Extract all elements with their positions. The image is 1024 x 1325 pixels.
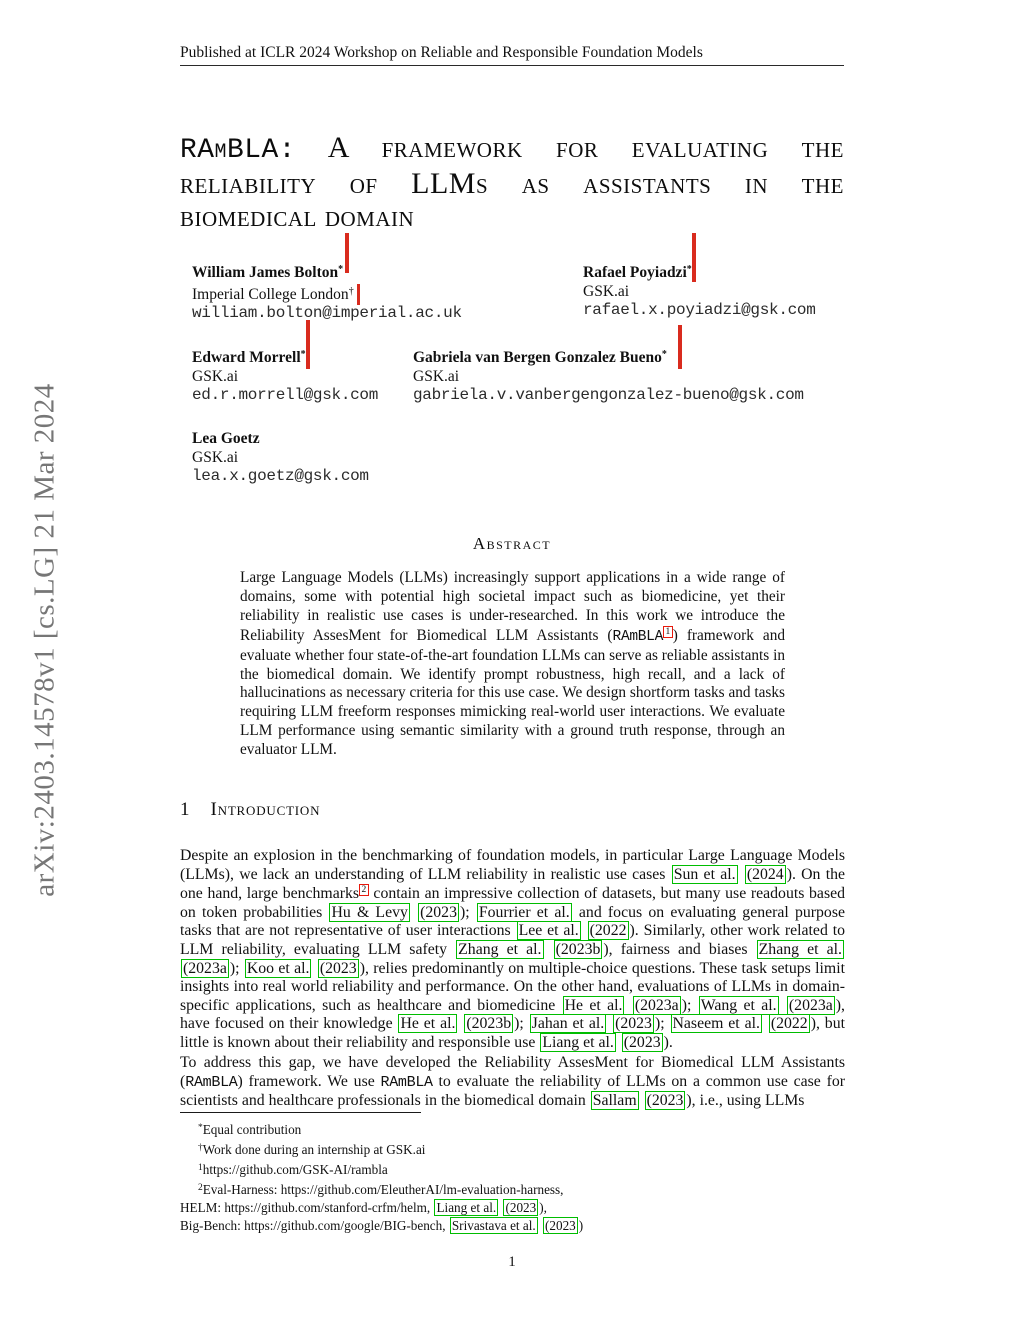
- text-run: ) framework. We use: [237, 1072, 381, 1090]
- footnote-text: [203, 1182, 564, 1197]
- citation-link[interactable]: (2023: [646, 1092, 684, 1110]
- text-run: Despite an explosion in the benchmarking of foundation models, in particular Large Language Models (LLMs), we lack an understanding of LLM reliability in realistic use cases: [180, 847, 845, 883]
- citation-link[interactable]: (2024: [746, 865, 784, 883]
- text-run: Large Language Models (LLMs) increasingly support applications in a wide range of domains, some with potential high societal impact such as biomedicine, yet their reliability in realistic use cases is under-researched. In this work we introduce the Reliability AssesMent for Biomedical LLM Assistants (: [240, 569, 785, 644]
- citation-link[interactable]: (2023a: [183, 959, 227, 977]
- author-email: rafael.x.poyiadzi@gsk.com: [583, 301, 816, 319]
- footnote-text: [203, 1162, 388, 1177]
- author-name-text: Edward Morrell: [192, 349, 301, 366]
- text-run: );: [229, 959, 244, 977]
- text-run: [582, 922, 587, 939]
- author-affiliation: [192, 282, 462, 304]
- title-serif-part: A framework for evaluating the: [327, 131, 844, 164]
- text-run: [617, 1034, 621, 1051]
- text-run: ): [578, 1218, 584, 1233]
- text-run: [780, 997, 786, 1014]
- footnote-marker: †: [198, 1143, 203, 1153]
- citation-link[interactable]: Srivastava et al.: [451, 1218, 536, 1233]
- footnote-item: [180, 1179, 845, 1199]
- citation-link[interactable]: Fourrier et al.: [478, 903, 570, 921]
- section-label: Introduction: [210, 799, 321, 820]
- title-mono-part: RAmBLA:: [180, 135, 296, 166]
- author-email: ed.r.morrell@gsk.com: [192, 386, 379, 404]
- author-block: [413, 345, 804, 405]
- author-name-text: William James Bolton: [192, 264, 339, 281]
- author-affiliation: [192, 448, 369, 467]
- author-name: [413, 345, 804, 367]
- monospace-term: RAmBLA: [185, 1073, 238, 1091]
- citation-link[interactable]: (2023: [319, 959, 357, 977]
- author-block: [192, 260, 462, 323]
- text-run: [625, 997, 631, 1014]
- author-affiliation-text: Imperial College London: [192, 286, 349, 303]
- footnotes: [180, 1119, 845, 1235]
- header-rule: [180, 65, 844, 66]
- citation-link[interactable]: He et al.: [400, 1015, 456, 1033]
- citation-link[interactable]: (2023b: [555, 940, 601, 958]
- text-run: [545, 941, 553, 958]
- section-heading: [180, 799, 320, 821]
- author-name: [192, 260, 462, 282]
- author-block: [192, 429, 369, 486]
- citation-link[interactable]: (2023: [615, 1015, 652, 1033]
- citation-link[interactable]: Lee et al.: [518, 922, 579, 940]
- footnote-item: [180, 1139, 845, 1159]
- footnote-ref-link[interactable]: 2: [359, 884, 369, 896]
- running-header: Published at ICLR 2024 Workshop on Reliable and Responsible Foundation Models: [180, 44, 703, 61]
- text-run: Equal contribution: [202, 1122, 302, 1137]
- text-run: [539, 1218, 542, 1233]
- citation-link[interactable]: He et al.: [564, 996, 623, 1014]
- title-line: [180, 167, 844, 200]
- text-run: ). On the one hand, large benchmarks: [180, 865, 846, 903]
- author-name-text: Gabriela van Bergen Gonzalez Bueno: [413, 349, 662, 366]
- text-run: ). Similarly, other work related to LLM reliability, evaluating LLM safety: [180, 922, 846, 958]
- text-run: [739, 866, 744, 883]
- text-run: ), have focused on their knowledge: [180, 996, 845, 1033]
- footnote-marker: 2: [198, 1183, 203, 1193]
- author-block: [192, 345, 378, 405]
- citation-link[interactable]: Liang et al.: [542, 1033, 614, 1051]
- author-affiliation-text: GSK.ai: [192, 368, 239, 385]
- author-affiliation: [583, 282, 816, 301]
- citation-link[interactable]: Zhang et al.: [758, 940, 842, 958]
- text-run: [763, 1015, 768, 1032]
- footnote-ref-link[interactable]: 1: [663, 626, 673, 638]
- text-run: Eval-Harness: https://github.com/EleutherAI/lm-evaluation-harness,: [202, 1182, 564, 1197]
- text-run: );: [654, 1015, 670, 1033]
- author-name-text: Lea Goetz: [192, 430, 260, 447]
- author-email: gabriela.v.vanbergengonzalez-bueno@gsk.com: [413, 386, 804, 404]
- paper-title: [180, 131, 844, 233]
- text-run: [640, 1092, 644, 1109]
- citation-link[interactable]: (2023: [505, 1200, 537, 1215]
- text-run: HELM: https://github.com/stanford-crfm/helm,: [180, 1200, 434, 1215]
- title-line: [180, 131, 844, 167]
- text-run: ),: [539, 1200, 547, 1215]
- citation-link[interactable]: (2023a: [634, 996, 679, 1014]
- abstract-heading: Abstract: [472, 534, 552, 553]
- text-run: Work done during an internship at GSK.ai: [202, 1142, 426, 1157]
- author-affiliation: [413, 367, 804, 386]
- citation-link[interactable]: Zhang et al.: [458, 940, 542, 958]
- text-run: ), i.e., using LLMs: [686, 1092, 805, 1110]
- abstract-body: [240, 569, 785, 760]
- author-name: [583, 260, 816, 282]
- text-run: https://github.com/GSK-AI/rambla: [202, 1162, 388, 1177]
- author-footnote-marker: *: [661, 349, 667, 360]
- author-name: [192, 345, 378, 367]
- text-run: [312, 960, 316, 977]
- footnote-continuation: [180, 1199, 845, 1217]
- author-footnote-marker: *: [686, 264, 692, 275]
- title-serif-part: reliability of LLMs as assistants in the: [180, 167, 844, 200]
- citation-link[interactable]: Jahan et al.: [531, 1015, 605, 1033]
- monospace-term: RAmBLA: [380, 1073, 433, 1091]
- author-affiliation-text: GSK.ai: [192, 449, 239, 466]
- author-block: [583, 260, 816, 320]
- citation-link[interactable]: Liang et al.: [436, 1200, 497, 1215]
- intro-paragraph-2: [180, 1054, 845, 1111]
- text-run: ) framework and evaluate whether four state-of-the-art foundation LLMs can serve as reliable assistants in the biomedical domain. We identify prompt robustness, high recall, and a lack of hallucinations as necessary criteria for this use case. We design shortform tasks and tasks requiring LLM freeform responses mimicking real-world user interactions. We evaluate LLM performance using semantic similarity with a ground truth response, through an evaluator LLM.: [240, 626, 785, 759]
- page-number: 1: [508, 1254, 516, 1270]
- citation-link[interactable]: Naseem et al.: [672, 1015, 760, 1033]
- text-run: Big-Bench: https://github.com/google/BIG-bench,: [180, 1218, 449, 1233]
- footnote-text: [203, 1142, 426, 1157]
- citation-link[interactable]: (2023: [623, 1033, 661, 1051]
- citation-link[interactable]: Sallam: [592, 1092, 637, 1110]
- arxiv-stamp: arXiv:2403.14578v1 [cs.LG] 21 Mar 2024: [28, 383, 61, 897]
- citation-link[interactable]: (2023: [420, 903, 457, 921]
- author-affiliation: [192, 367, 378, 386]
- citation-link[interactable]: Hu & Levy: [331, 903, 408, 921]
- author-footnote-marker: †: [348, 286, 354, 297]
- title-serif-part: biomedical domain: [180, 200, 415, 233]
- text-run: [411, 904, 417, 921]
- title-line: [180, 200, 844, 233]
- footnote-rule: [180, 1112, 421, 1113]
- citation-link[interactable]: Wang et al.: [700, 996, 777, 1014]
- monospace-term: RAmBLA: [612, 628, 663, 645]
- footnote-marker: *: [198, 1123, 203, 1133]
- author-affiliation-text: GSK.ai: [413, 368, 460, 385]
- text-run: To address this gap, we have developed the Reliability AssesMent for Biomedical LLM Assistants (: [180, 1054, 845, 1090]
- intro-paragraph-1: [180, 847, 845, 1053]
- citation-link[interactable]: Sun et al.: [673, 865, 736, 883]
- author-name-text: Rafael Poyiadzi: [583, 264, 687, 281]
- text-run: [499, 1200, 502, 1215]
- text-run: to evaluate the reliability of LLMs on a common use case for scientists and healthcare professionals in the biomedical domain: [180, 1072, 845, 1110]
- citation-link[interactable]: (2023: [545, 1218, 576, 1233]
- author-footnote-marker: *: [338, 264, 344, 275]
- text-run: );: [681, 996, 698, 1014]
- citation-link[interactable]: (2023a: [788, 996, 833, 1014]
- author-email: william.bolton@imperial.ac.uk: [192, 304, 462, 322]
- author-footnote-marker: *: [300, 349, 306, 360]
- footnote-text: [203, 1122, 302, 1137]
- text-run: ), relies predominantly on multiple-choice questions. These task setups limit insights into real world reliability and performance. On the other hand, evaluations of LLMs in domain-specific applications, such as healthcare and biomedicine: [180, 959, 845, 1014]
- text-run: );: [514, 1015, 529, 1033]
- text-run: ), fairness and biases: [603, 940, 756, 958]
- section-number: 1: [180, 799, 190, 820]
- author-name: [192, 429, 369, 448]
- author-affiliation-text: GSK.ai: [583, 283, 630, 300]
- text-run: [607, 1015, 612, 1032]
- footnote-marker: 1: [198, 1163, 203, 1173]
- citation-link[interactable]: Koo et al.: [246, 959, 310, 977]
- text-run: [458, 1015, 463, 1032]
- text-run: ).: [663, 1033, 673, 1051]
- text-run: contain an impressive collection of datasets, but many use readouts based on token probabilities: [180, 885, 845, 921]
- footnote-continuation: [180, 1217, 845, 1235]
- text-run: ), but little is known about their reliability and responsible use: [180, 1015, 845, 1051]
- text-run: );: [459, 903, 476, 921]
- text-run: and focus on evaluating general purpose tasks that are not representative of user interactions: [180, 903, 845, 940]
- citation-link[interactable]: (2022: [770, 1015, 808, 1033]
- author-email: lea.x.goetz@gsk.com: [192, 467, 369, 485]
- footnote-item: [180, 1119, 845, 1139]
- citation-link[interactable]: (2022: [589, 922, 627, 940]
- citation-link[interactable]: (2023b: [466, 1015, 512, 1033]
- footnote-item: [180, 1159, 845, 1179]
